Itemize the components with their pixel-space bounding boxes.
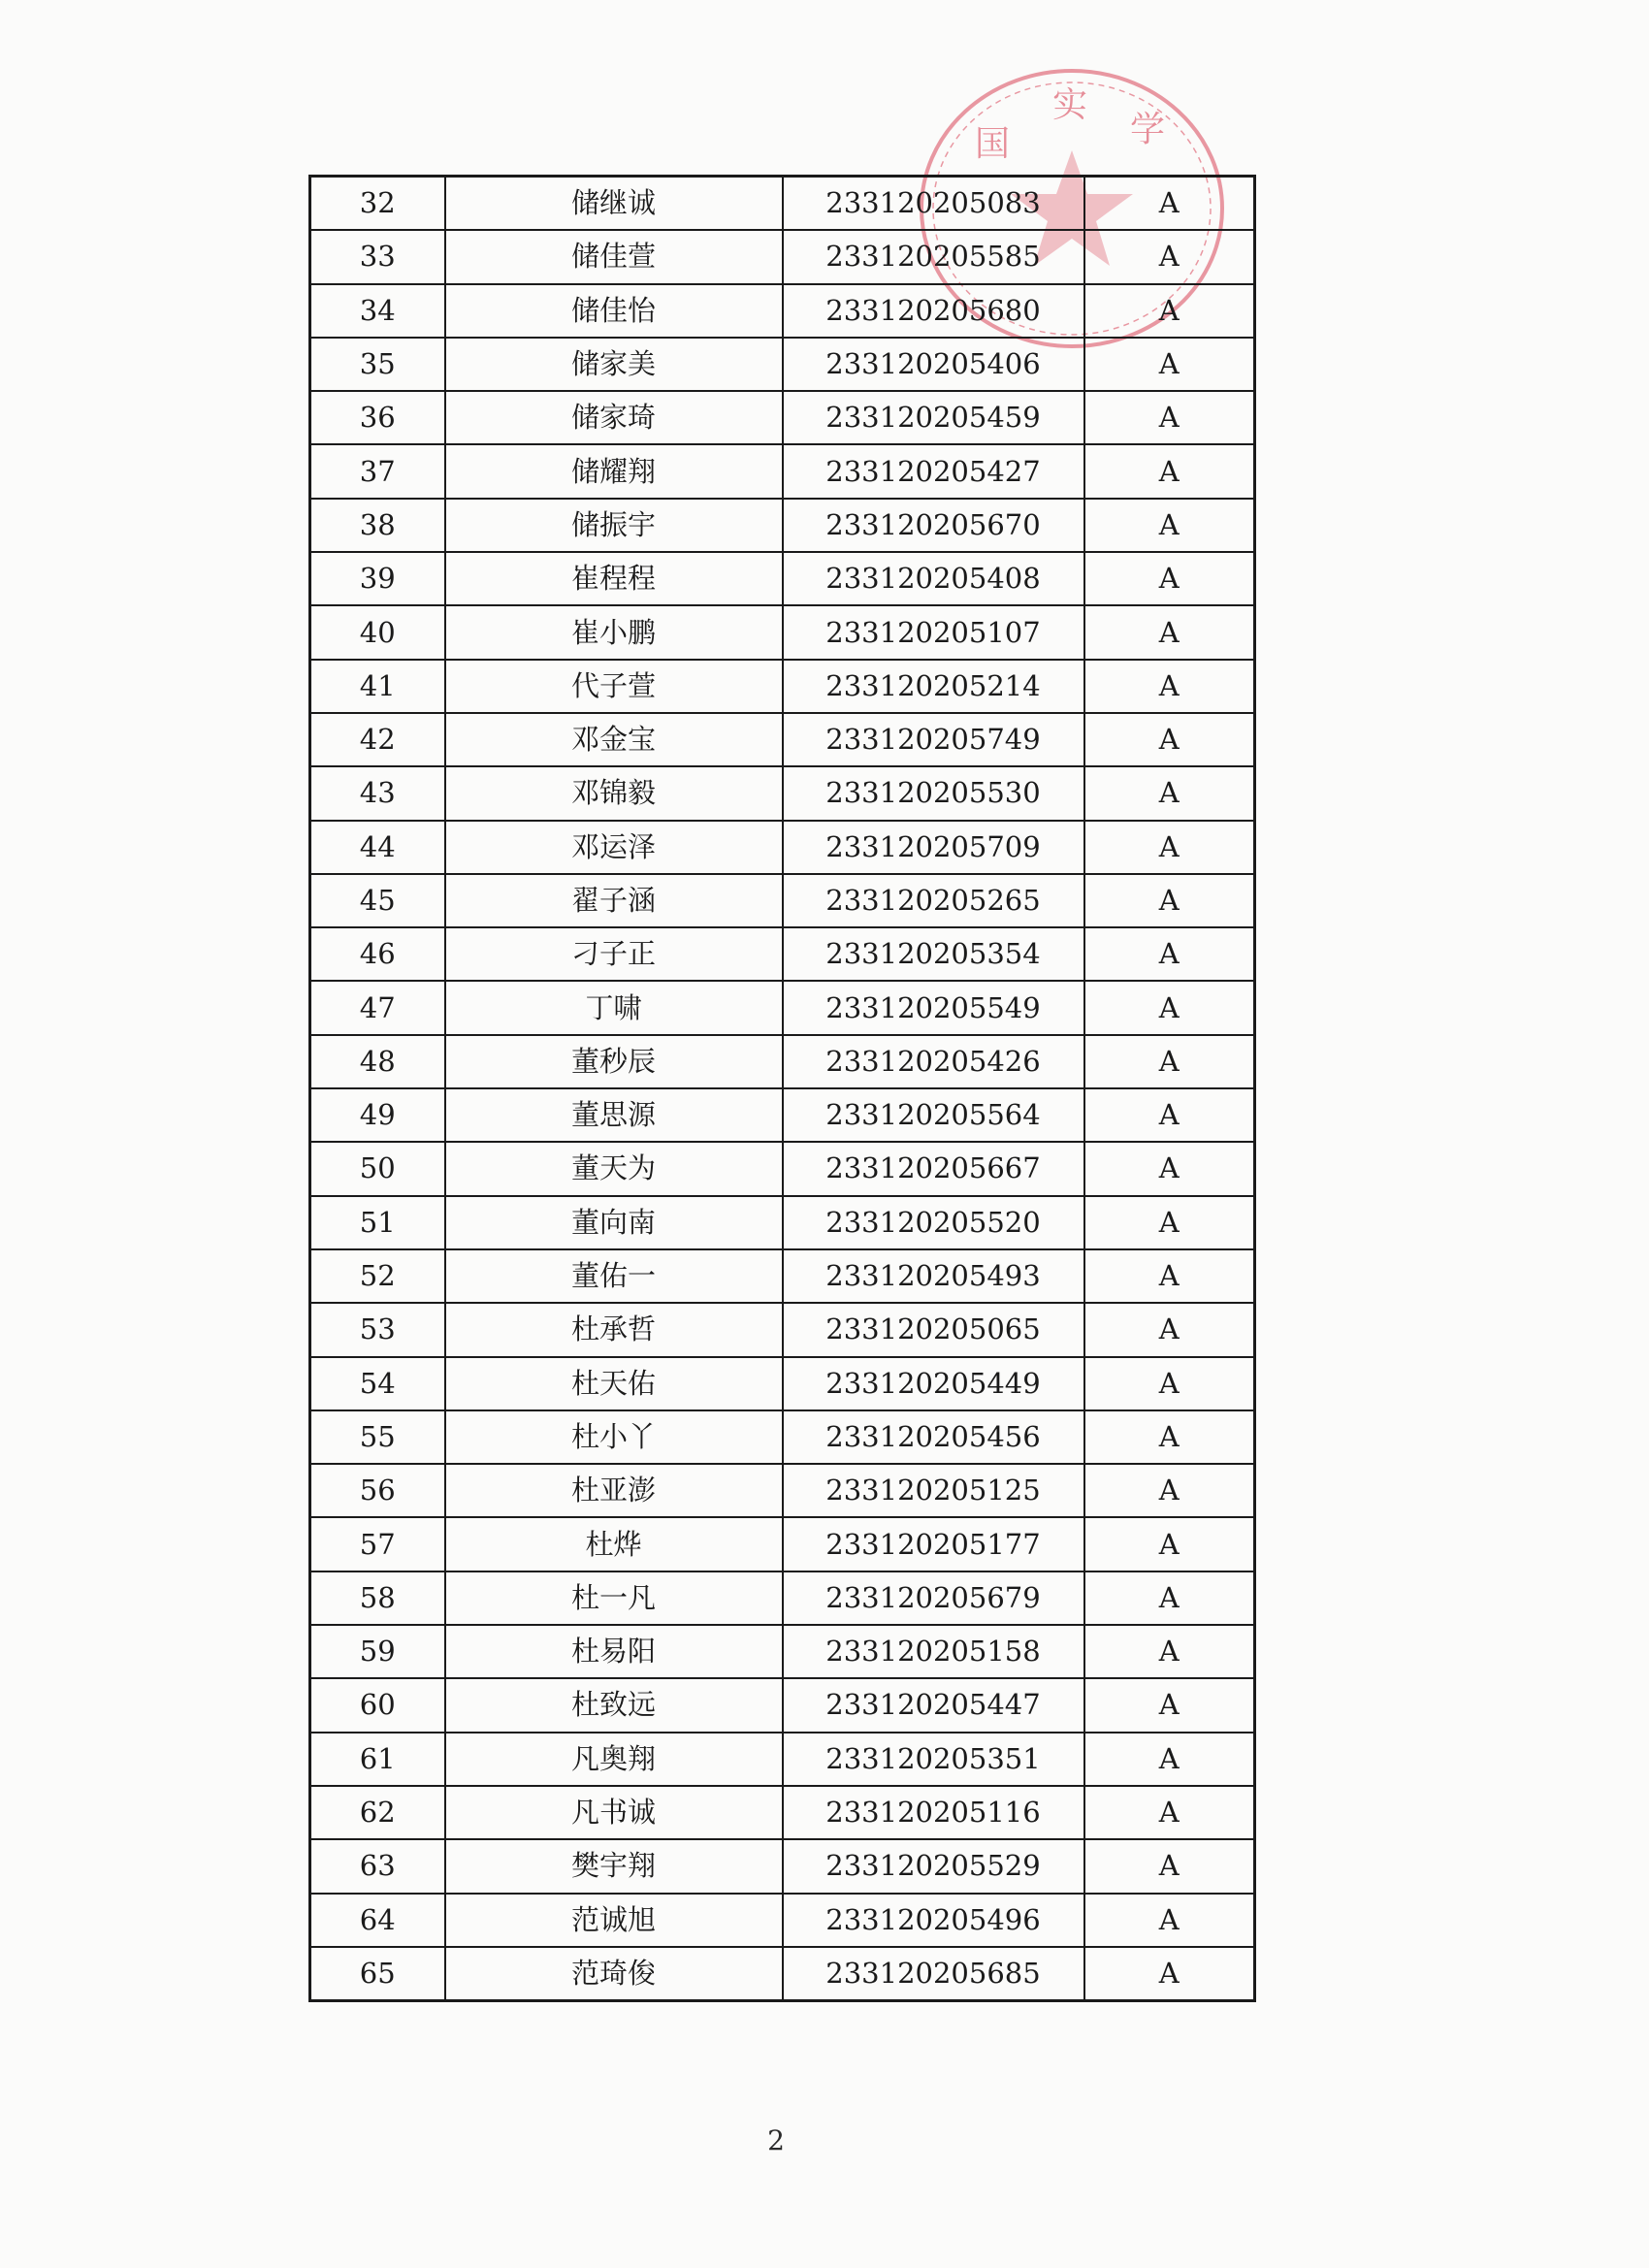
row-index-cell: 48	[310, 1035, 445, 1088]
row-index-cell: 52	[310, 1249, 445, 1303]
grade-cell: A	[1084, 1786, 1255, 1839]
row-index-cell: 62	[310, 1786, 445, 1839]
grade-cell: A	[1084, 1733, 1255, 1786]
grade-cell: A	[1084, 1249, 1255, 1303]
grade-cell: A	[1084, 1517, 1255, 1571]
grade-cell: A	[1084, 1088, 1255, 1142]
row-index-cell: 61	[310, 1733, 445, 1786]
grade-cell: A	[1084, 391, 1255, 444]
student-name-cell: 杜承哲	[445, 1303, 783, 1356]
grade-cell: A	[1084, 1142, 1255, 1195]
student-id-cell: 233120205447	[783, 1678, 1084, 1732]
student-name-cell: 董向南	[445, 1196, 783, 1249]
student-id-cell: 233120205107	[783, 605, 1084, 659]
student-id-cell: 233120205125	[783, 1464, 1084, 1517]
student-id-cell: 233120205158	[783, 1625, 1084, 1678]
student-id-cell: 233120205177	[783, 1517, 1084, 1571]
student-id-cell: 233120205530	[783, 766, 1084, 820]
row-index-cell: 63	[310, 1839, 445, 1893]
grade-cell: A	[1084, 821, 1255, 874]
grade-cell: A	[1084, 766, 1255, 820]
grade-cell: A	[1084, 1035, 1255, 1088]
table-row	[310, 981, 1255, 1034]
student-name-cell: 范琦俊	[445, 1947, 783, 2001]
row-index-cell: 46	[310, 927, 445, 981]
student-id-cell: 233120205083	[783, 177, 1084, 231]
grade-cell: A	[1084, 1410, 1255, 1464]
student-name-cell: 董天为	[445, 1142, 783, 1195]
student-name-cell: 储家美	[445, 338, 783, 391]
student-id-cell: 233120205549	[783, 981, 1084, 1034]
student-name-cell: 储振宇	[445, 499, 783, 552]
student-id-cell: 233120205679	[783, 1571, 1084, 1625]
table-row	[310, 1894, 1255, 1947]
grade-cell: A	[1084, 874, 1255, 927]
grade-cell: A	[1084, 1894, 1255, 1947]
table-row	[310, 444, 1255, 498]
grade-cell: A	[1084, 1357, 1255, 1410]
student-name-cell: 杜亚澎	[445, 1464, 783, 1517]
row-index-cell: 53	[310, 1303, 445, 1356]
grade-cell: A	[1084, 552, 1255, 605]
row-index-cell: 51	[310, 1196, 445, 1249]
row-index-cell: 34	[310, 284, 445, 338]
table-row	[310, 821, 1255, 874]
student-id-cell: 233120205667	[783, 1142, 1084, 1195]
grade-cell: A	[1084, 444, 1255, 498]
student-name-cell: 樊宇翔	[445, 1839, 783, 1893]
seal-char: 实	[1052, 85, 1088, 125]
student-name-cell: 丁啸	[445, 981, 783, 1034]
table-row	[310, 552, 1255, 605]
grade-cell: A	[1084, 605, 1255, 659]
table-row	[310, 1357, 1255, 1410]
row-index-cell: 49	[310, 1088, 445, 1142]
student-id-cell: 233120205116	[783, 1786, 1084, 1839]
table-row	[310, 1464, 1255, 1517]
table-row	[310, 391, 1255, 444]
student-id-cell: 233120205520	[783, 1196, 1084, 1249]
row-index-cell: 60	[310, 1678, 445, 1732]
grade-cell: A	[1084, 1625, 1255, 1678]
seal-char: 学	[1130, 110, 1166, 149]
student-name-cell: 董秒辰	[445, 1035, 783, 1088]
table-row	[310, 1249, 1255, 1303]
table-row	[310, 1625, 1255, 1678]
row-index-cell: 39	[310, 552, 445, 605]
student-id-cell: 233120205065	[783, 1303, 1084, 1356]
row-index-cell: 47	[310, 981, 445, 1034]
table-row	[310, 1947, 1255, 2001]
row-index-cell: 44	[310, 821, 445, 874]
row-index-cell: 55	[310, 1410, 445, 1464]
student-name-cell: 董佑一	[445, 1249, 783, 1303]
table-row	[310, 1839, 1255, 1893]
student-name-cell: 崔小鹏	[445, 605, 783, 659]
grade-cell: A	[1084, 713, 1255, 766]
row-index-cell: 42	[310, 713, 445, 766]
student-name-cell: 杜一凡	[445, 1571, 783, 1625]
table-row	[310, 1088, 1255, 1142]
student-id-cell: 233120205493	[783, 1249, 1084, 1303]
table-row	[310, 605, 1255, 659]
student-id-cell: 233120205426	[783, 1035, 1084, 1088]
student-id-cell: 233120205351	[783, 1733, 1084, 1786]
student-name-cell: 储佳怡	[445, 284, 783, 338]
row-index-cell: 54	[310, 1357, 445, 1410]
student-name-cell: 杜易阳	[445, 1625, 783, 1678]
student-id-cell: 233120205449	[783, 1357, 1084, 1410]
row-index-cell: 64	[310, 1894, 445, 1947]
row-index-cell: 37	[310, 444, 445, 498]
row-index-cell: 41	[310, 660, 445, 713]
student-id-cell: 233120205585	[783, 230, 1084, 283]
table-row	[310, 1142, 1255, 1195]
table-row	[310, 766, 1255, 820]
student-id-cell: 233120205670	[783, 499, 1084, 552]
grade-cell: A	[1084, 1947, 1255, 2001]
page-number: 2	[767, 2124, 785, 2156]
seal-char: 国	[975, 124, 1011, 164]
student-name-cell: 董思源	[445, 1088, 783, 1142]
grade-cell: A	[1084, 1678, 1255, 1732]
student-name-cell: 储继诚	[445, 177, 783, 231]
grade-cell: A	[1084, 499, 1255, 552]
student-name-cell: 邓金宝	[445, 713, 783, 766]
table-row	[310, 284, 1255, 338]
student-id-cell: 233120205496	[783, 1894, 1084, 1947]
student-id-cell: 233120205456	[783, 1410, 1084, 1464]
grade-cell: A	[1084, 177, 1255, 231]
table-row	[310, 927, 1255, 981]
grade-cell: A	[1084, 981, 1255, 1034]
student-name-cell: 储耀翔	[445, 444, 783, 498]
student-id-cell: 233120205680	[783, 284, 1084, 338]
grade-cell: A	[1084, 660, 1255, 713]
row-index-cell: 50	[310, 1142, 445, 1195]
student-id-cell: 233120205406	[783, 338, 1084, 391]
grade-cell: A	[1084, 284, 1255, 338]
row-index-cell: 45	[310, 874, 445, 927]
table-row	[310, 1678, 1255, 1732]
row-index-cell: 36	[310, 391, 445, 444]
student-id-cell: 233120205685	[783, 1947, 1084, 2001]
table-row	[310, 874, 1255, 927]
student-id-cell: 233120205529	[783, 1839, 1084, 1893]
grade-cell: A	[1084, 1303, 1255, 1356]
grade-cell: A	[1084, 1571, 1255, 1625]
roster-table-body	[310, 177, 1255, 2001]
row-index-cell: 33	[310, 230, 445, 283]
student-name-cell: 代子萱	[445, 660, 783, 713]
row-index-cell: 58	[310, 1571, 445, 1625]
student-name-cell: 储佳萱	[445, 230, 783, 283]
grade-cell: A	[1084, 1464, 1255, 1517]
grade-cell: A	[1084, 1196, 1255, 1249]
roster-table	[308, 175, 1256, 2002]
table-row	[310, 230, 1255, 283]
student-id-cell: 233120205408	[783, 552, 1084, 605]
student-name-cell: 崔程程	[445, 552, 783, 605]
table-row	[310, 1733, 1255, 1786]
student-id-cell: 233120205427	[783, 444, 1084, 498]
student-name-cell: 杜小丫	[445, 1410, 783, 1464]
table-row	[310, 1196, 1255, 1249]
row-index-cell: 59	[310, 1625, 445, 1678]
row-index-cell: 65	[310, 1947, 445, 2001]
row-index-cell: 38	[310, 499, 445, 552]
student-name-cell: 杜致远	[445, 1678, 783, 1732]
student-name-cell: 邓运泽	[445, 821, 783, 874]
grade-cell: A	[1084, 1839, 1255, 1893]
table-row	[310, 1035, 1255, 1088]
grade-cell: A	[1084, 927, 1255, 981]
table-row	[310, 1571, 1255, 1625]
student-id-cell: 233120205749	[783, 713, 1084, 766]
row-index-cell: 35	[310, 338, 445, 391]
student-name-cell: 杜天佑	[445, 1357, 783, 1410]
table-row	[310, 1786, 1255, 1839]
table-row	[310, 1303, 1255, 1356]
student-id-cell: 233120205709	[783, 821, 1084, 874]
row-index-cell: 56	[310, 1464, 445, 1517]
table-row	[310, 660, 1255, 713]
student-name-cell: 翟子涵	[445, 874, 783, 927]
student-id-cell: 233120205564	[783, 1088, 1084, 1142]
table-row	[310, 1410, 1255, 1464]
student-id-cell: 233120205459	[783, 391, 1084, 444]
table-row	[310, 177, 1255, 231]
row-index-cell: 57	[310, 1517, 445, 1571]
student-id-cell: 233120205214	[783, 660, 1084, 713]
table-row	[310, 338, 1255, 391]
grade-cell: A	[1084, 338, 1255, 391]
table-row	[310, 1517, 1255, 1571]
student-id-cell: 233120205265	[783, 874, 1084, 927]
student-name-cell: 邓锦毅	[445, 766, 783, 820]
student-name-cell: 储家琦	[445, 391, 783, 444]
student-name-cell: 刁子正	[445, 927, 783, 981]
row-index-cell: 32	[310, 177, 445, 231]
table-row	[310, 713, 1255, 766]
row-index-cell: 43	[310, 766, 445, 820]
student-name-cell: 凡书诚	[445, 1786, 783, 1839]
student-id-cell: 233120205354	[783, 927, 1084, 981]
grade-cell: A	[1084, 230, 1255, 283]
student-name-cell: 范诚旭	[445, 1894, 783, 1947]
student-name-cell: 凡奥翔	[445, 1733, 783, 1786]
table-row	[310, 499, 1255, 552]
row-index-cell: 40	[310, 605, 445, 659]
student-name-cell: 杜烨	[445, 1517, 783, 1571]
